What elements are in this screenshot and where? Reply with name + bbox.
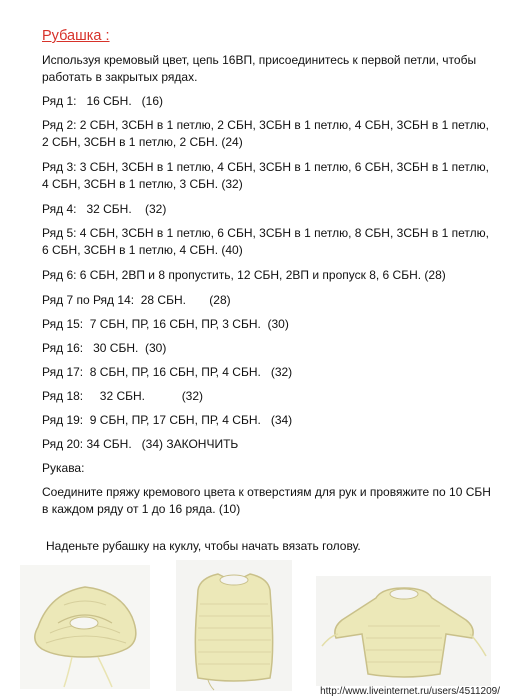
source-url[interactable]: http://www.liveinternet.ru/users/4511209/ xyxy=(320,686,500,697)
row-7-14: Ряд 7 по Ряд 14: 28 СБН. (28) xyxy=(42,293,231,307)
row-5: Ряд 5: 4 СБН, 3СБН в 1 петлю, 6 СБН, 3СБН в 1 петлю, 8 СБН, 3СБН в 1 петлю, 6 СБН, 3СБН в 1 петлю, 4 СБН. (40) xyxy=(42,226,489,257)
row-15: Ряд 15: 7 СБН, ПР, 16 СБН, ПР, 3 СБН. (30) xyxy=(42,317,289,331)
photo-shirt-with-sleeves xyxy=(316,576,491,686)
row-18: Ряд 18: 32 СБН. (32) xyxy=(42,389,204,403)
row-4: Ряд 4: 32 СБН. (32) xyxy=(42,202,167,216)
row-2: Ряд 2: 2 СБН, 3СБН в 1 петлю, 2 СБН, 3СБН в 1 петлю, 4 СБН, 3СБН в 1 петлю, 2 СБН, 3СБН в 1 петлю, 2 СБН. (24) xyxy=(42,118,489,149)
photo-vest xyxy=(176,560,292,691)
row-6: Ряд 6: 6 СБН, 2ВП и 8 пропустить, 12 СБН, 2ВП и пропуск 8, 6 СБН. (28) xyxy=(42,268,446,282)
row-16: Ряд 16: 30 СБН. (30) xyxy=(42,341,167,355)
page-title: Рубашка : xyxy=(42,28,110,44)
row-3: Ряд 3: 3 СБН, 3СБН в 1 петлю, 4 СБН, 3СБН в 1 петлю, 6 СБН, 3СБН в 1 петлю, 4 СБН, 3СБН в 1 петлю, 3 СБН. (32) xyxy=(42,160,489,191)
photo-yoke xyxy=(20,565,150,689)
intro-paragraph: Используя кремовый цвет, цепь 16ВП, присоединитесь к первой петли, чтобы работать в закрытых рядах. xyxy=(42,53,477,84)
sleeves-text: Соедините пряжу кремового цвета к отверстиям для рук и провяжите по 10 СБН в каждом ряду от 1 до 16 ряда. (10) xyxy=(42,485,491,516)
final-instruction: Наденьте рубашку на куклу, чтобы начать вязать голову. xyxy=(46,539,361,553)
pattern-text xyxy=(42,52,492,525)
row-19: Ряд 19: 9 СБН, ПР, 17 СБН, ПР, 4 СБН. (34) xyxy=(42,413,293,427)
row-20: Ряд 20: 34 СБН. (34) ЗАКОНЧИТЬ xyxy=(42,437,239,451)
sleeves-heading: Рукава: xyxy=(42,461,85,475)
row-1: Ряд 1: 16 СБН. (16) xyxy=(42,94,164,108)
row-17: Ряд 17: 8 СБН, ПР, 16 СБН, ПР, 4 СБН. (32) xyxy=(42,365,293,379)
